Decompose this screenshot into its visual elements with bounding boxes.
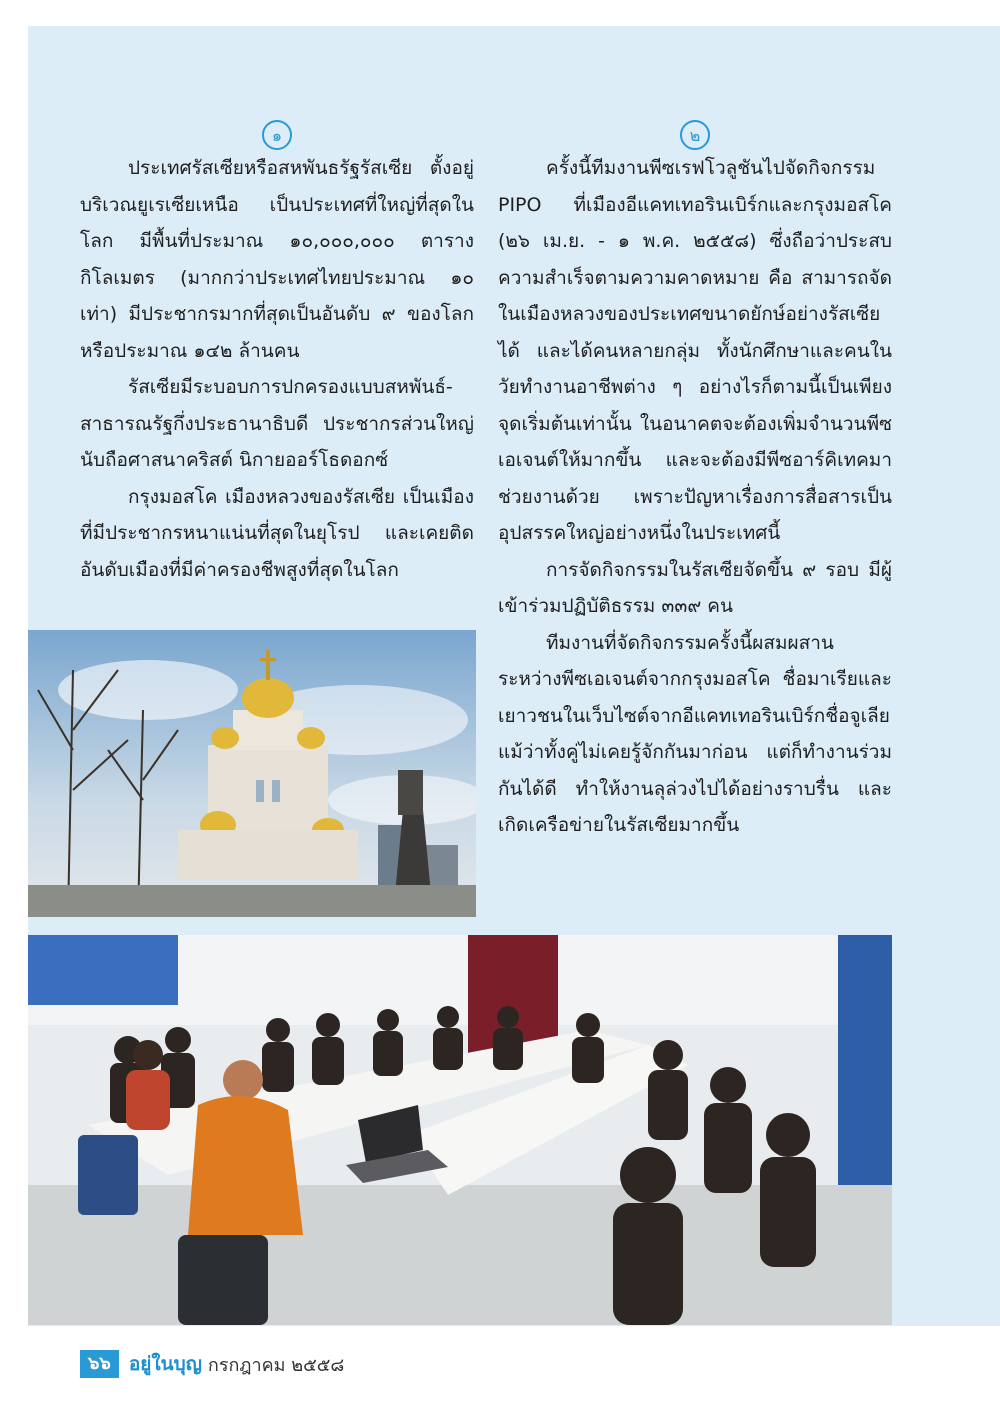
paragraph: กรุงมอสโค เมืองหลวงของรัสเซีย เป็นเมืองที่มีประชากรหนาแน่นที่สุดในยุโรป และเคยติดอันดับเมืองที่มีค่าครองชีพสูงที่สุดในโลก — [80, 485, 474, 581]
cathedral-photo — [28, 630, 476, 917]
page-number: ๖๖ — [80, 1350, 119, 1378]
paragraph: ทีมงานที่จัดกิจกรรมครั้งนี้ผสมผสานระหว่างพีซเอเจนต์จากกรุงมอสโค ชื่อมาเรียและเยาวชนในเว็บไซต์จากอีแคทเทอรินเบิร์กชื่อจูเลีย แม้ว่าทั้งคู่ไม่เคยรู้จักกันมาก่อน แต่ก็ทำงานร่วมกันได้ดี ทำให้งานลุล่วงไปได้อย่างราบรื่น และเกิดเครือข่ายในรัสเซียมากขึ้น — [498, 631, 892, 836]
paragraph: ครั้งนี้ทีมงานพีซเรฟโวลูชันไปจัดกิจกรรม PIPO ที่เมืองอีแคทเทอรินเบิร์กและกรุงมอสโค (๒๖ เม.ย. - ๑ พ.ค. ๒๕๕๘) ซึ่งถือว่าประสบความสำเร็จตามความคาดหมาย คือ สามารถจัดในเมืองหลวงของประเทศขนาดยักษ์อย่างรัสเซียได้ และได้คนหลายกลุ่ม ทั้งนักศึกษาและคนในวัยทำงานอาชีพต่าง ๆ อย่างไรก็ตามนี้เป็นเพียงจุดเริ่มต้นเท่านั้น ในอนาคตจะต้องเพิ่มจำนวนพีซเอเจนต์ให้มากขึ้น และจะต้องมีพีซอาร์คิเทคมาช่วยงานด้วย เพราะปัญหาเรื่องการสื่อสารเป็นอุปสรรคใหญ่อย่างหนึ่งในประเทศนี้ — [498, 157, 892, 544]
column-left — [80, 120, 474, 588]
paragraph: รัสเซียมีระบอบการปกครองแบบสหพันธ์-สาธารณรัฐกึ่งประธานาธิบดี ประชากรส่วนใหญ่นับถือศาสนาคริสต์ นิกายออร์โธดอกซ์ — [80, 376, 474, 471]
section-marker-2: ๒ — [680, 120, 710, 150]
paragraph: การจัดกิจกรรมในรัสเซียจัดขึ้น ๙ รอบ มีผู้เข้าร่วมปฏิบัติธรรม ๓๓๙ คน — [498, 558, 892, 617]
section-marker-1: ๑ — [262, 120, 292, 150]
paragraph: ประเทศรัสเซียหรือสหพันธรัฐรัสเซีย ตั้งอยู่บริเวณยูเรเซียเหนือ เป็นประเทศที่ใหญ่ที่สุดในโลก มีพื้นที่ประมาณ ๑๐,๐๐๐,๐๐๐ ตารางกิโลเมตร (มากกว่าประเทศไทยประมาณ ๑๐ เท่า) มีประชากรมากที่สุดเป็นอันดับ ๙ ของโลก หรือประมาณ ๑๔๒ ล้านคน — [80, 157, 474, 362]
issue-date: กรกฎาคม ๒๕๕๘ — [207, 1354, 345, 1376]
meeting-photo — [28, 935, 892, 1325]
magazine-title: อยู่ในบุญ — [128, 1353, 202, 1375]
footer — [80, 1349, 344, 1379]
column-right — [498, 120, 892, 844]
